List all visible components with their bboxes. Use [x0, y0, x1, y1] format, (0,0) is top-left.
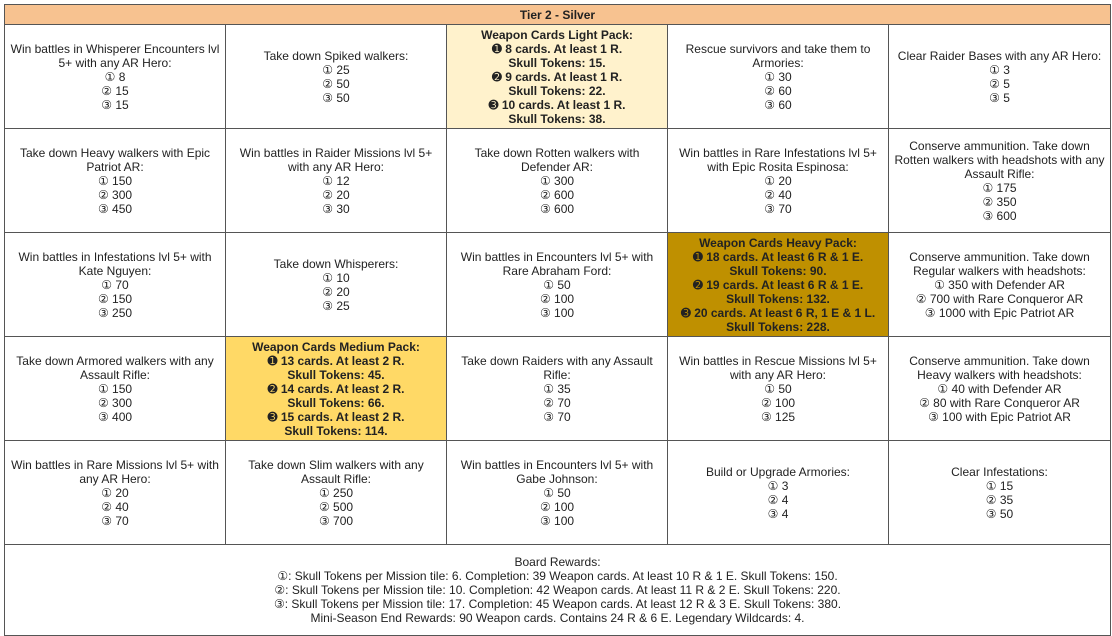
- cell-line: ① 3: [767, 478, 789, 493]
- rewards-line: ①: Skull Tokens per Mission tile: 6. Completion: 39 Weapon cards. At least 10 R & 1 E. Skull Tokens: 150.: [277, 569, 838, 583]
- mission-cell: [889, 337, 1111, 441]
- cell-heading: Take down Raiders with any Assault Rifle:: [461, 353, 653, 382]
- cell-line: ② 300: [97, 395, 133, 410]
- cell-line: ③ 50: [985, 506, 1014, 521]
- cell-heading: Take down Slim walkers with any Assault Rifle:: [248, 457, 424, 486]
- tier-title: Tier 2 - Silver: [5, 5, 1111, 25]
- mission-cell: [447, 337, 668, 441]
- cell-line: ② 70: [543, 395, 571, 410]
- board-body: [5, 25, 1111, 545]
- cell-line: ① 35: [543, 381, 571, 396]
- mission-cell: [889, 233, 1111, 337]
- cell-heading: Win battles in Infestations lvl 5+ with Kate Nguyen:: [18, 249, 212, 278]
- cell-line: ① 30: [764, 69, 792, 84]
- cell-line: ① 50: [543, 485, 571, 500]
- cell-line: ① 175: [982, 180, 1017, 195]
- rewards-line: Mini-Season End Rewards: 90 Weapon cards. Contains 24 R & 6 E. Legendary Wildcards: 4.: [310, 611, 805, 625]
- pack-cell-heavy: [668, 233, 889, 337]
- mission-cell: [226, 129, 447, 233]
- cell-line: ① 20: [764, 173, 792, 188]
- cell-heading: Win battles in Encounters lvl 5+ with Gabe Johnson:: [460, 457, 654, 486]
- cell-line: ① 300: [539, 173, 575, 188]
- mission-cell: [668, 129, 889, 233]
- mission-cell: [226, 25, 447, 129]
- cell-line: ➋ 9 cards. At least 1 R.: [491, 69, 623, 84]
- mission-cell: [889, 441, 1111, 545]
- mission-cell: [668, 25, 889, 129]
- cell-line: ② 20: [322, 284, 350, 299]
- cell-line: ② 15: [101, 83, 129, 98]
- cell-line: ① 40 with Defender AR: [937, 381, 1062, 396]
- cell-line: ① 70: [101, 277, 129, 292]
- cell-heading: Rescue survivors and take them to Armories:: [685, 41, 871, 70]
- cell-line: ➌ 20 cards. At least 6 R, 1 E & 1 L.: [680, 305, 876, 320]
- board-row: [5, 129, 1111, 233]
- pack-cell-light: [447, 25, 668, 129]
- cell-line: ① 150: [97, 381, 133, 396]
- cell-line: ① 350 with Defender AR: [934, 277, 1065, 292]
- cell-line: ③ 250: [97, 305, 133, 320]
- cell-heading: Clear Infestations:: [951, 464, 1048, 479]
- cell-line: ③ 30: [322, 201, 350, 216]
- cell-heading: Win battles in Rare Missions lvl 5+ with any AR Hero:: [11, 457, 219, 486]
- cell-line: ③ 50: [322, 90, 350, 105]
- cell-line: ① 250: [318, 485, 354, 500]
- cell-line: Skull Tokens: 132.: [726, 291, 830, 306]
- cell-line: ② 60: [764, 83, 792, 98]
- board-row: [5, 25, 1111, 129]
- cell-line: ➌ 10 cards. At least 1 R.: [488, 97, 626, 112]
- cell-line: ② 500: [318, 499, 354, 514]
- cell-line: ② 150: [97, 291, 133, 306]
- cell-heading: Win battles in Rare Infestations lvl 5+ with Epic Rosita Espinosa:: [679, 145, 877, 174]
- mission-cell: [5, 233, 226, 337]
- cell-line: ① 20: [101, 485, 129, 500]
- mission-cell: [447, 129, 668, 233]
- cell-line: ➋ 14 cards. At least 2 R.: [267, 381, 405, 396]
- mission-cell: [5, 337, 226, 441]
- cell-line: ② 100: [539, 499, 575, 514]
- cell-line: ① 8: [104, 69, 126, 84]
- cell-line: Skull Tokens: 66.: [287, 395, 385, 410]
- cell-line: ② 100: [760, 395, 796, 410]
- cell-line: ② 35: [985, 492, 1014, 507]
- cell-heading: Weapon Cards Medium Pack:: [252, 339, 420, 354]
- board-rewards: [5, 545, 1111, 636]
- cell-line: ② 300: [97, 187, 133, 202]
- pack-cell-medium: [226, 337, 447, 441]
- mission-cell: [447, 441, 668, 545]
- cell-line: ② 700 with Rare Conqueror AR: [915, 291, 1084, 306]
- cell-line: ② 600: [539, 187, 575, 202]
- cell-line: ③ 15: [101, 97, 129, 112]
- cell-heading: Win battles in Raider Missions lvl 5+ with any AR Hero:: [239, 145, 433, 174]
- rewards-heading: Board Rewards:: [514, 555, 601, 569]
- cell-line: Skull Tokens: 114.: [284, 423, 388, 438]
- tier-board: [4, 4, 1111, 636]
- cell-line: ➊ 18 cards. At least 6 R & 1 E.: [692, 249, 864, 264]
- cell-heading: Clear Raider Bases with any AR Hero:: [897, 48, 1102, 63]
- cell-line: ① 50: [543, 277, 571, 292]
- cell-line: ① 12: [322, 173, 350, 188]
- rewards-line: ③: Skull Tokens per Mission tile: 17. Completion: 45 Weapon cards. At least 12 R & 3 E. Skull Tokens: 380.: [273, 597, 842, 611]
- cell-line: ② 5: [989, 76, 1010, 91]
- mission-cell: [668, 441, 889, 545]
- cell-heading: Win battles in Rescue Missions lvl 5+ with any AR Hero:: [679, 353, 877, 382]
- cell-heading: Conserve ammunition. Take down Rotten walkers with headshots with any Assault Rifle:: [894, 138, 1105, 181]
- cell-line: ① 25: [322, 62, 350, 77]
- cell-heading: Build or Upgrade Armories:: [705, 464, 851, 479]
- cell-line: ① 15: [985, 478, 1014, 493]
- cell-line: ① 3: [989, 62, 1010, 77]
- cell-line: ③ 70: [764, 201, 792, 216]
- cell-line: ② 20: [322, 187, 350, 202]
- cell-line: ① 150: [97, 173, 133, 188]
- cell-line: ② 40: [101, 499, 129, 514]
- cell-line: Skull Tokens: 90.: [729, 263, 827, 278]
- cell-line: ③ 25: [322, 298, 350, 313]
- board-row: [5, 337, 1111, 441]
- cell-line: ② 100: [539, 291, 575, 306]
- cell-line: ① 50: [764, 381, 792, 396]
- cell-line: ③ 450: [97, 201, 133, 216]
- cell-heading: Take down Armored walkers with any Assault Rifle:: [16, 353, 214, 382]
- cell-heading: Conserve ammunition. Take down Heavy walkers with headshots:: [909, 353, 1090, 382]
- rewards-line: ②: Skull Tokens per Mission tile: 10. Completion: 42 Weapon cards. At least 11 R & 2 E. Skull Tokens: 220.: [274, 583, 841, 597]
- cell-line: ③ 100: [539, 305, 575, 320]
- cell-heading: Win battles in Whisperer Encounters lvl 5+ with any AR Hero:: [10, 41, 220, 70]
- board-row: [5, 233, 1111, 337]
- cell-line: ③ 600: [539, 201, 575, 216]
- cell-line: Skull Tokens: 45.: [287, 367, 385, 382]
- cell-line: ➌ 15 cards. At least 2 R.: [267, 409, 405, 424]
- board-row: [5, 441, 1111, 545]
- mission-cell: [447, 233, 668, 337]
- cell-heading: Conserve ammunition. Take down Regular walkers with headshots:: [909, 249, 1090, 278]
- cell-line: ➊ 13 cards. At least 2 R.: [267, 353, 405, 368]
- cell-line: ③ 5: [989, 90, 1010, 105]
- cell-line: ③ 100: [539, 513, 575, 528]
- mission-cell: [5, 25, 226, 129]
- cell-line: ③ 70: [543, 409, 571, 424]
- cell-line: ② 4: [767, 492, 789, 507]
- mission-cell: [889, 129, 1111, 233]
- cell-heading: Take down Heavy walkers with Epic Patriot AR:: [19, 145, 211, 174]
- cell-line: ➊ 8 cards. At least 1 R.: [491, 41, 623, 56]
- cell-line: ③ 4: [767, 506, 789, 521]
- cell-line: ② 40: [764, 187, 792, 202]
- cell-line: ③ 125: [760, 409, 796, 424]
- mission-cell: [5, 129, 226, 233]
- cell-heading: Take down Spiked walkers:: [263, 48, 409, 63]
- cell-line: Skull Tokens: 22.: [508, 83, 606, 98]
- cell-line: ① 10: [322, 270, 350, 285]
- mission-cell: [668, 337, 889, 441]
- cell-heading: Weapon Cards Heavy Pack:: [699, 235, 857, 250]
- cell-line: ② 350: [982, 194, 1017, 209]
- mission-cell: [889, 25, 1111, 129]
- cell-line: Skull Tokens: 38.: [508, 111, 606, 126]
- cell-line: ③ 100 with Epic Patriot AR: [928, 409, 1071, 424]
- cell-heading: Take down Rotten walkers with Defender AR:: [474, 145, 640, 174]
- cell-heading: Take down Whisperers:: [273, 256, 399, 271]
- cell-line: ③ 60: [764, 97, 792, 112]
- cell-line: ➋ 19 cards. At least 6 R & 1 E.: [692, 277, 864, 292]
- cell-line: ② 80 with Rare Conqueror AR: [919, 395, 1080, 410]
- cell-line: Skull Tokens: 228.: [726, 319, 830, 334]
- cell-line: ③ 70: [101, 513, 129, 528]
- cell-line: Skull Tokens: 15.: [508, 55, 606, 70]
- cell-heading: Win battles in Encounters lvl 5+ with Rare Abraham Ford:: [460, 249, 654, 278]
- cell-line: ③ 700: [318, 513, 354, 528]
- mission-cell: [226, 233, 447, 337]
- cell-line: ③ 1000 with Epic Patriot AR: [924, 305, 1075, 320]
- cell-heading: Weapon Cards Light Pack:: [481, 27, 633, 42]
- mission-cell: [5, 441, 226, 545]
- cell-line: ② 50: [322, 76, 350, 91]
- cell-line: ③ 600: [982, 208, 1017, 223]
- mission-cell: [226, 441, 447, 545]
- cell-line: ③ 400: [97, 409, 133, 424]
